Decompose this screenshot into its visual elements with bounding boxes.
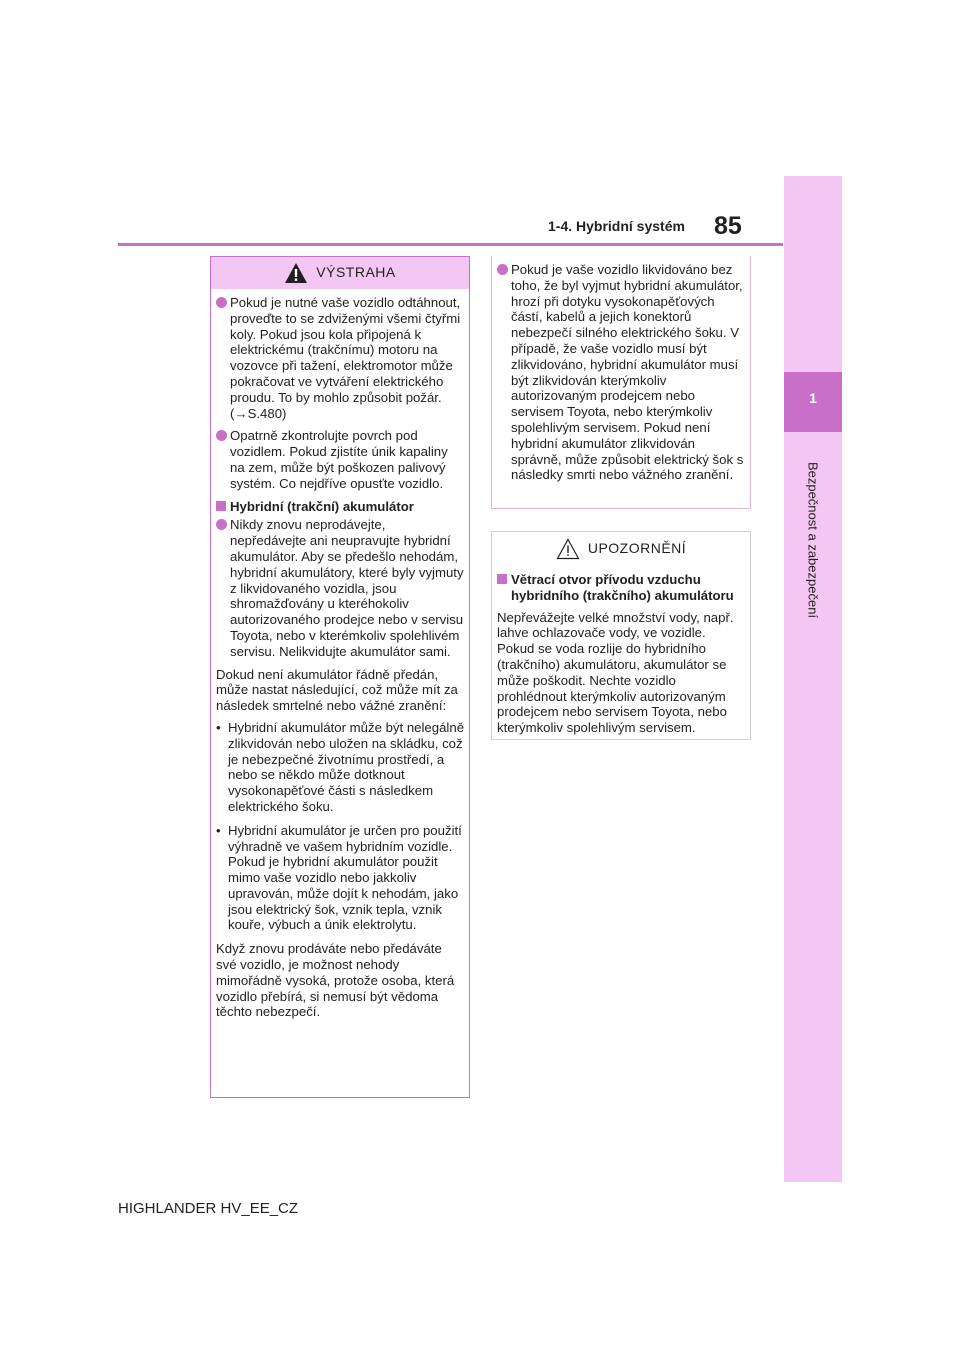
section-square-icon xyxy=(497,574,507,584)
warning-item-towing: Pokud je nutné vaše vozidlo odtáhnout, proveďte to se zdviženými všemi čtyřmi koly. Pokud jsou kola připojená k elektrickému (trakčnímu) motoru na vozovce při tažení, elektromotor může pokračovat ve vytváření elektrického proudu. To by mohlo způsobit požár. (→S.480) xyxy=(216,295,465,421)
warning-bullet-outside-use: • Hybridní akumulátor je určen pro použití výhradně ve vašem hybridním vozidle. Pokud je hybridní akumulátor použit mimo vaše vozidlo nebo jakkoliv upravován, může dojít k nehodám, jako jsou elektrický šok, vznik tepla, vznik kouře, výbuch a únik elektrolytu. xyxy=(216,822,462,933)
chapter-number: 1 xyxy=(809,390,817,406)
warning-subheading: Hybridní (trakční) akumulátor xyxy=(216,499,465,515)
caution-subheading: Větrací otvor přívodu vzduchu hybridního (trakčního) akumulátoru xyxy=(497,572,746,604)
bullet-dot-icon xyxy=(497,264,508,275)
caution-box xyxy=(491,531,751,740)
warning-paragraph-resale: Když znovu prodáváte nebo předáváte své vozidlo, je možnost nehody mimořádně vysoká, protože osoba, která vozidlo přebírá, si nemusí být vědoma těchto nebezpečí. xyxy=(216,941,455,1020)
bullet-mark-icon: • xyxy=(216,822,221,838)
caution-triangle-icon xyxy=(556,538,580,560)
header-rule xyxy=(118,243,783,246)
bullet-dot-icon xyxy=(216,430,227,441)
caution-title: UPOZORNĚNÍ xyxy=(587,540,687,557)
warning-paragraph: Dokud není akumulátor řádně předán, může nastat následující, což může mít za následek smrtelné nebo vážné zranění: xyxy=(216,666,458,714)
warning-title: VÝSTRAHA xyxy=(316,264,396,281)
chapter-side-tab xyxy=(784,176,842,1182)
warning-header xyxy=(211,257,469,289)
warning-item-vehicle-disposal: Pokud je vaše vozidlo likvidováno bez toho, že byl vyjmut hybridní akumulátor, hrozí při dotyku vysokonapěťových částí, kabelů a jejich konektorů nebezpečí silného elektrického šoku. V případě, že vaše vozidlo musí být zlikvidováno, hybridní akumulátor musí být zlikvidován kterýmkoliv autorizovaným prodejcem nebo servisem Toyota, nebo kterýmkoliv spolehlivým servisem. Pokud není hybridní akumulátor zlikvidován správně, může způsobit elektrický šok s následky smrti nebo vážného zranění. xyxy=(497,262,746,483)
caution-header xyxy=(492,532,750,566)
warning-bullet-illegal-disposal: • Hybridní akumulátor může být nelegálně zlikvidován nebo uložen na skládku, což je nebezpečné životnímu prostředí, a nebo se někdo může dotknout vysokonapěťové části s následkem elektrického šoku. xyxy=(216,719,465,814)
warning-box xyxy=(210,256,470,1098)
chapter-title: Bezpečnost a zabezpečení xyxy=(805,461,821,619)
caution-paragraph: Nepřevážejte velké množství vody, např. lahve ochlazovače vody, ve vozidle. Pokud se voda rozlije do hybridního (trakčního) akumulátoru, akumulátor se může poškodit. Nechte vozidlo prohlédnout kterýmkoliv autorizovaným prodejcem nebo servisem Toyota, nebo kterýmkoliv spolehlivým servisem. xyxy=(497,609,734,736)
warning-item-fluid-leak: Opatrně zkontrolujte povrch pod vozidlem. Pokud zjistíte únik kapaliny na zem, může být poškozen palivový systém. Co nejdříve opusťte vozidlo. xyxy=(216,428,465,491)
bullet-dot-icon xyxy=(216,519,227,530)
section-title: 1-4. Hybridní systém xyxy=(548,218,685,234)
bullet-dot-icon xyxy=(216,297,227,308)
bullet-mark-icon: • xyxy=(216,719,221,735)
section-square-icon xyxy=(216,501,226,511)
warning-item-battery-resale: Nikdy znovu neprodávejte, nepředávejte ani neupravujte hybridní akumulátor. Aby se předešlo nehodám, hybridní akumulátory, které byly vyjmuty z likvidovaného vozidla, jsou shromažďovány u kteréhokoliv autorizovaného prodejce nebo v servisu Toyota, nebo v kterémkoliv spolehlivém servisu. Nelikvidujte akumulátor sami. xyxy=(216,517,465,659)
footer-model: HIGHLANDER HV_EE_CZ xyxy=(118,1200,299,1217)
page-number: 85 xyxy=(714,212,742,240)
warning-box-continued xyxy=(491,256,751,509)
warning-triangle-icon xyxy=(284,262,308,284)
